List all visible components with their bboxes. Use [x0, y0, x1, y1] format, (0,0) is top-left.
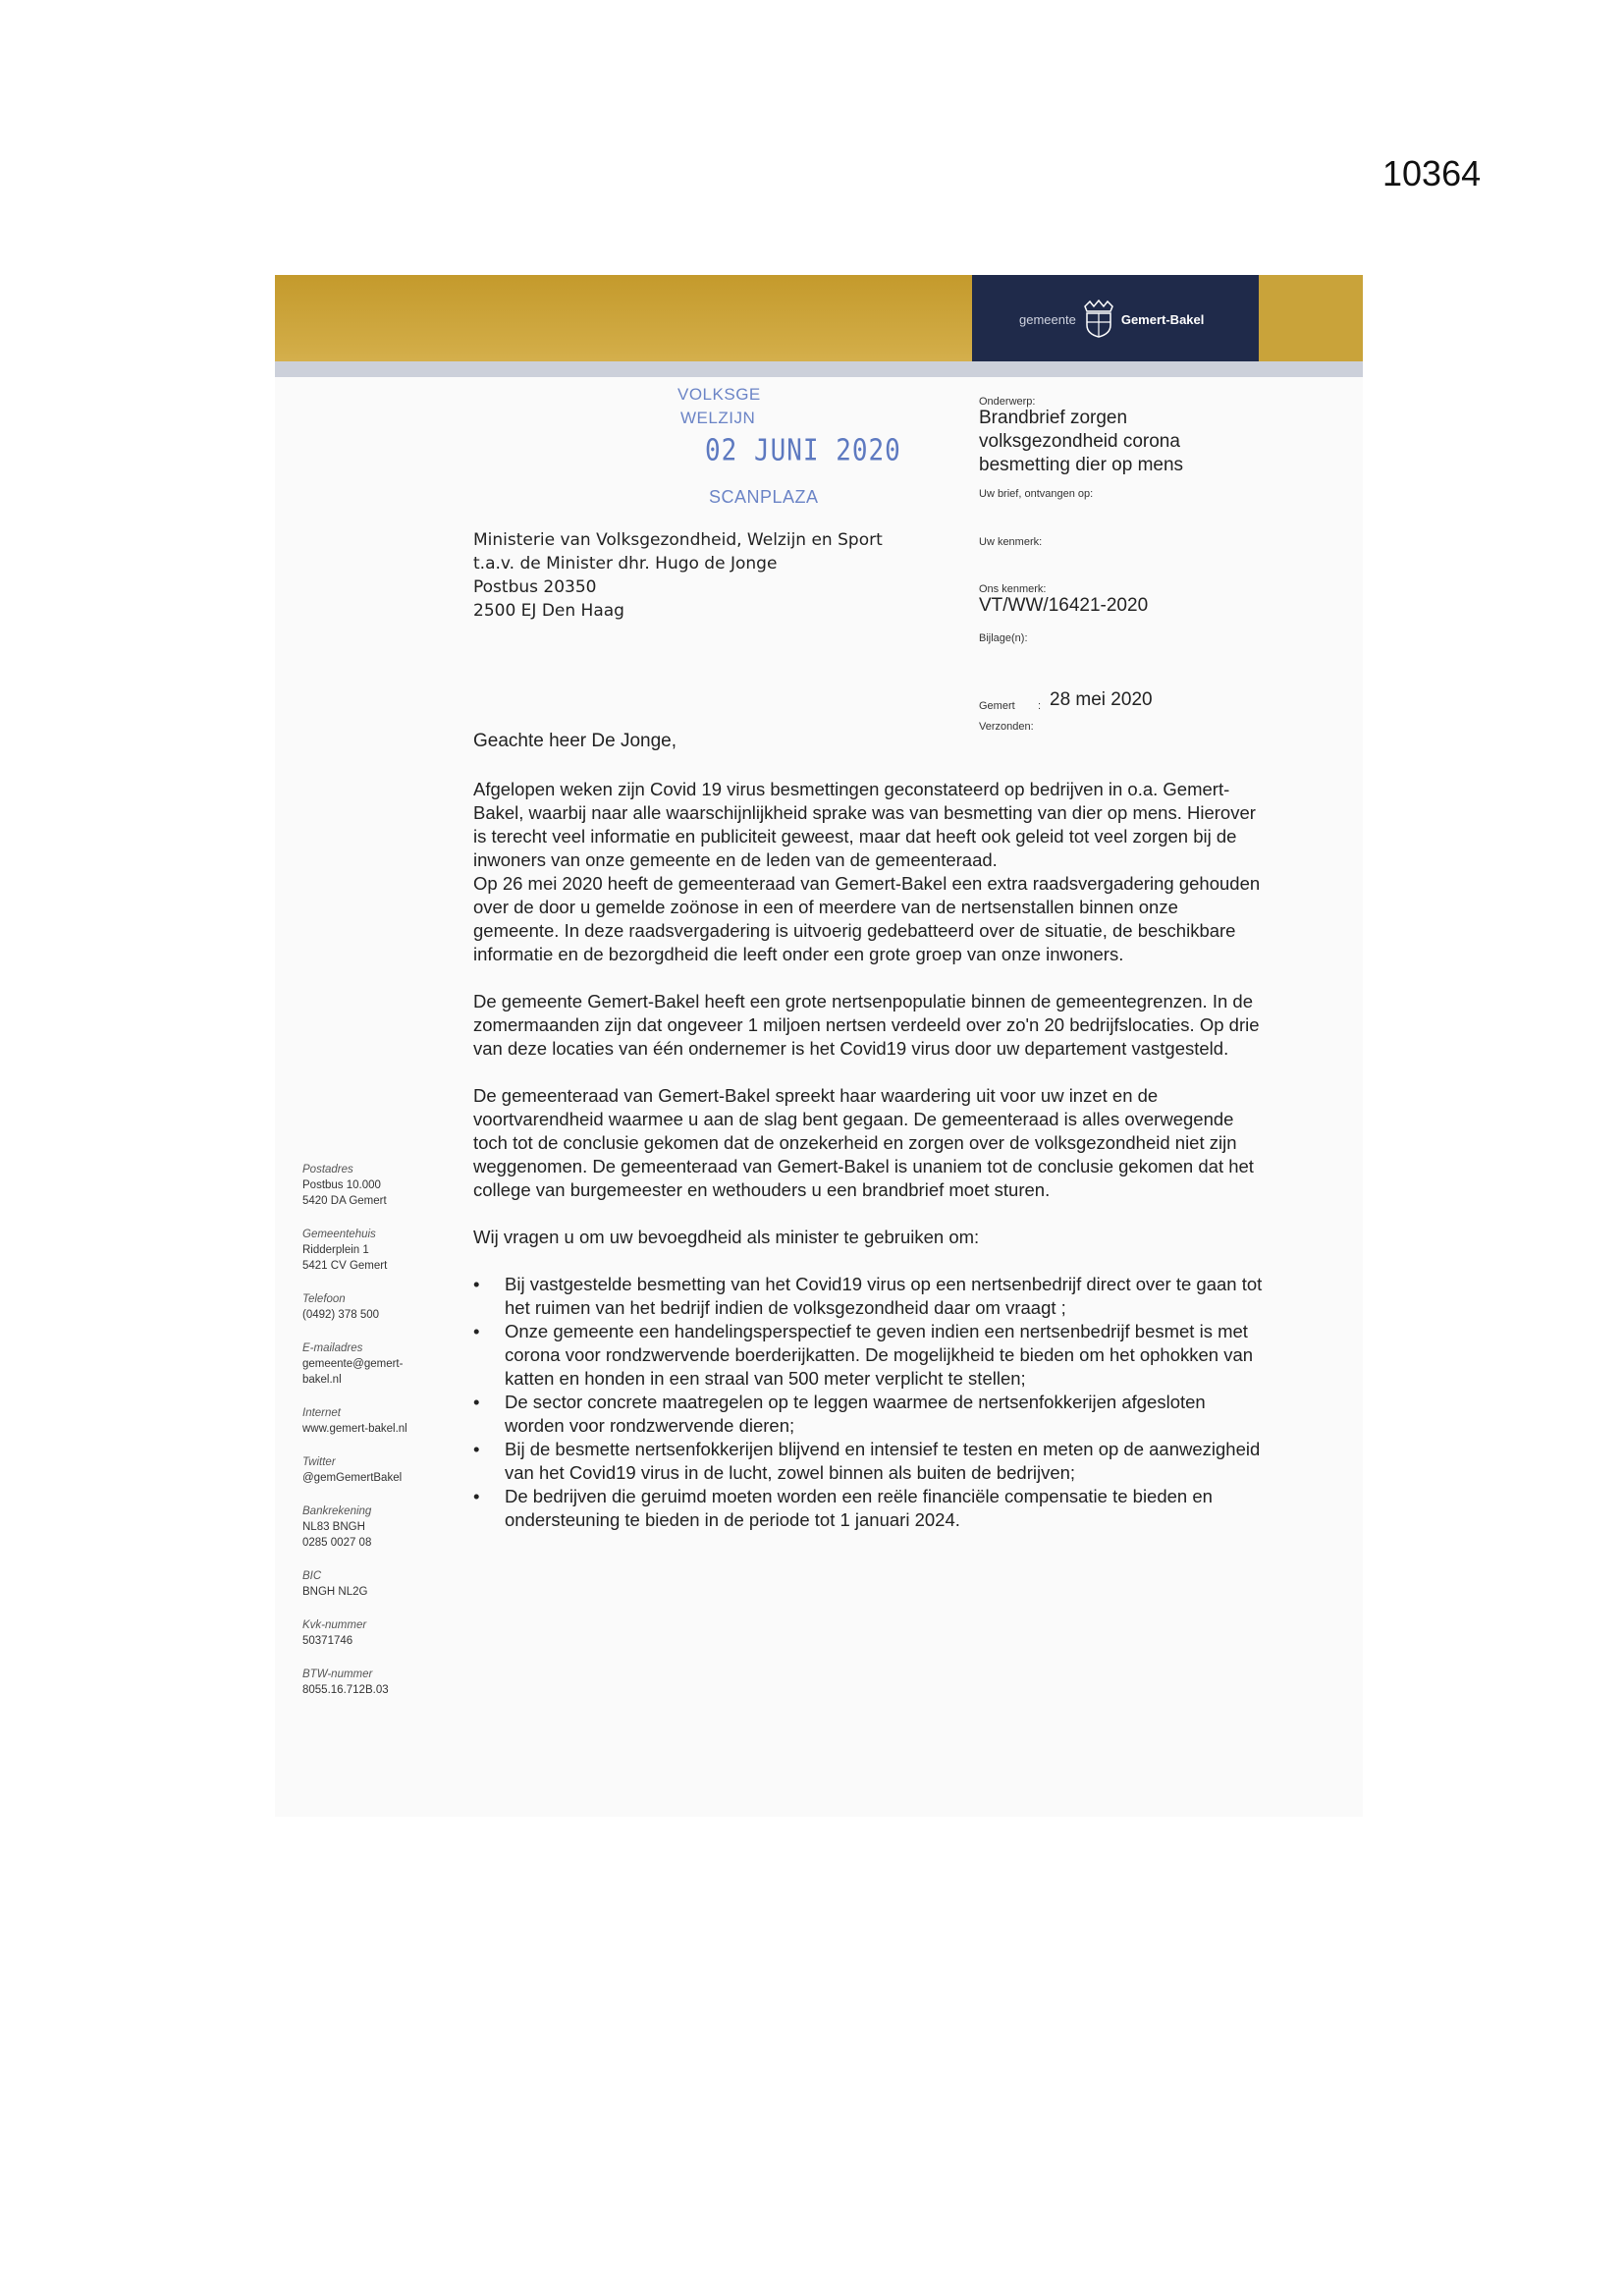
stamp-date: 02 JUNI 2020 [705, 434, 901, 468]
contact-block-postadres [302, 1162, 430, 1209]
attachments-label: Bijlage(n): [979, 632, 1028, 644]
contact-value: bakel.nl [302, 1374, 342, 1386]
list-item [473, 1391, 1269, 1438]
contact-block-btw [302, 1667, 430, 1698]
contact-block-email [302, 1340, 430, 1388]
bullet-icon: • [473, 1274, 480, 1294]
subject-line: volksgezondheid corona [979, 431, 1180, 452]
contact-value: Postbus 10.000 [302, 1179, 381, 1191]
bullet-icon: • [473, 1439, 480, 1459]
list-item-text: Bij de besmette nertsenfokkerijen blijvend en intensief te testen en meten op de aanwezigheid van het Covid19 virus in de lucht, zowel binnen als buiten de bedrijven; [505, 1439, 1261, 1483]
body-paragraph: Op 26 mei 2020 heeft de gemeenteraad van Gemert-Bakel een extra raadsvergadering gehouden over de door u gemelde zoönose in een of meerdere van de nertsenstallen binnen onze gemeente. In deze raadsvergadering is uitvoerig gedebatteerd over de situatie, de beschikbare informatie en de bezorgdheid die leeft onder een grote groep van onze inwoners. [473, 873, 1261, 964]
logo-name: Gemert-Bakel [1120, 312, 1205, 327]
body-paragraph: Afgelopen weken zijn Covid 19 virus besmettingen geconstateerd op bedrijven in o.a. Gemert-Bakel, waarbij naar alle waarschijnlijkheid sprake was van besmetting van dier op mens. Hierover is terecht veel informatie en publiciteit geweest, maar dat heeft ook geleid tot veel zorgen bij de inwoners van onze gemeente en de leden van de gemeenteraad. [473, 779, 1256, 870]
sent-label: Verzonden: [979, 721, 1034, 733]
letterhead-strip [275, 361, 1363, 377]
body-paragraph: De gemeenteraad van Gemert-Bakel spreekt haar waardering uit voor uw inzet en de voortvarendheid waarmee u aan de slag bent gegaan. De gemeenteraad is alles overwegende toch tot de conclusie gekomen dat de onzekerheid en zorgen over de volksgezondheid niet zijn weggenomen. De gemeenteraad van Gemert-Bakel is unaniem tot de conclusie gekomen dat het college van burgemeester en wethouders u een brandbrief moet sturen. [473, 1085, 1254, 1200]
body-paragraph: Wij vragen u om uw bevoegdheid als minister te gebruiken om: [473, 1227, 980, 1247]
crest-icon [1082, 299, 1115, 341]
bullet-icon: • [473, 1486, 480, 1506]
municipality-logo [972, 275, 1259, 361]
bullet-icon: • [473, 1321, 480, 1341]
body-paragraph: De gemeente Gemert-Bakel heeft een grote nertsenpopulatie binnen de gemeentegrenzen. In de zomermaanden zijn dat ongeveer 1 miljoen nertsen verdeeld over zo'n 20 bedrijfslocaties. Op drie van deze locaties van één ondernemer is het Covid19 virus door uw departement vastgesteld. [473, 991, 1260, 1059]
letter-body [473, 778, 1269, 1532]
contact-label: Postadres [302, 1164, 353, 1175]
contact-block-bank [302, 1503, 430, 1551]
our-reference: VT/WW/16421-2020 [979, 595, 1149, 616]
contact-value: @gemGemertBakel [302, 1472, 403, 1484]
list-item-text: Bij vastgestelde besmetting van het Covid19 virus op een nertsenbedrijf direct over te gaan tot het ruimen van het bedrijf indien de volksgezondheid daar om vraagt ; [505, 1274, 1263, 1318]
contact-value: 5421 CV Gemert [302, 1260, 388, 1272]
contact-label: BTW-nummer [302, 1668, 373, 1680]
subject-label: Onderwerp: [979, 396, 1036, 408]
contact-value: 5420 DA Gemert [302, 1195, 387, 1207]
contact-value: 50371746 [302, 1635, 353, 1647]
contact-sidebar [302, 1162, 430, 1716]
place-separator: : [1038, 700, 1042, 712]
contact-label: Kvk-nummer [302, 1619, 367, 1631]
contact-block-bic [302, 1568, 430, 1600]
subject [979, 407, 1273, 477]
list-item [473, 1438, 1269, 1485]
contact-value: gemeente@gemert- [302, 1358, 404, 1370]
stamp-place: SCANPLAZA [709, 487, 819, 507]
logo-word: gemeente [1019, 312, 1076, 327]
contact-block-twitter [302, 1454, 430, 1486]
contact-label: Telefoon [302, 1293, 346, 1305]
list-item-text: Onze gemeente een handelingsperspectief te geven indien een nertsenbedrijf besmet is met corona voor rondzwervende boerderijkatten. De mogelijkheid te bieden om het ophokken van katten en honden in een straal van 500 meter verplicht te stellen; [505, 1321, 1254, 1389]
contact-value: 8055.16.712B.03 [302, 1684, 389, 1696]
address-line: Postbus 20350 [473, 577, 597, 597]
bullet-icon: • [473, 1392, 480, 1412]
address-line: Ministerie van Volksgezondheid, Welzijn en Sport [473, 530, 883, 550]
address-line: t.a.v. de Minister dhr. Hugo de Jonge [473, 554, 778, 574]
letter-date: 28 mei 2020 [1050, 689, 1153, 710]
request-list [473, 1273, 1269, 1532]
contact-label: BIC [302, 1570, 322, 1582]
contact-block-kvk [302, 1617, 430, 1649]
document-number: 10364 [1382, 153, 1482, 193]
contact-label: Gemeentehuis [302, 1229, 376, 1240]
list-item [473, 1485, 1269, 1532]
contact-label: E-mailadres [302, 1342, 363, 1354]
list-item-text: De sector concrete maatregelen op te leggen waarmee de nertsenfokkerijen afgesloten worden voor rondzwervende dieren; [505, 1392, 1206, 1436]
list-item [473, 1320, 1269, 1391]
contact-block-telefoon [302, 1291, 430, 1323]
recipient-address [473, 528, 883, 623]
contact-label: Internet [302, 1407, 341, 1419]
your-letter-label: Uw brief, ontvangen op: [979, 488, 1094, 500]
stamp-line-1: VOLKSGE [677, 385, 761, 404]
contact-value: NL83 BNGH [302, 1521, 365, 1533]
stamp-line-2: WELZIJN [680, 409, 756, 427]
contact-block-gemeentehuis [302, 1227, 430, 1274]
list-item-text: De bedrijven die geruimd moeten worden een reële financiële compensatie te bieden en ondersteuning te bieden in de periode tot 1 januari 2024. [505, 1486, 1213, 1530]
subject-line: besmetting dier op mens [979, 455, 1184, 475]
our-reference-label: Ons kenmerk: [979, 583, 1047, 595]
salutation: Geachte heer De Jonge, [473, 731, 677, 751]
place-label: Gemert [979, 700, 1015, 712]
address-line: 2500 EJ Den Haag [473, 601, 624, 621]
contact-value: 0285 0027 08 [302, 1537, 372, 1549]
contact-label: Twitter [302, 1456, 336, 1468]
list-item [473, 1273, 1269, 1320]
subject-line: Brandbrief zorgen [979, 408, 1128, 428]
contact-label: Bankrekening [302, 1505, 372, 1517]
contact-block-internet [302, 1405, 430, 1437]
contact-value: (0492) 378 500 [302, 1309, 380, 1321]
contact-value: Ridderplein 1 [302, 1244, 369, 1256]
your-reference-label: Uw kenmerk: [979, 536, 1043, 548]
contact-value: BNGH NL2G [302, 1586, 368, 1598]
contact-value: www.gemert-bakel.nl [302, 1423, 407, 1435]
